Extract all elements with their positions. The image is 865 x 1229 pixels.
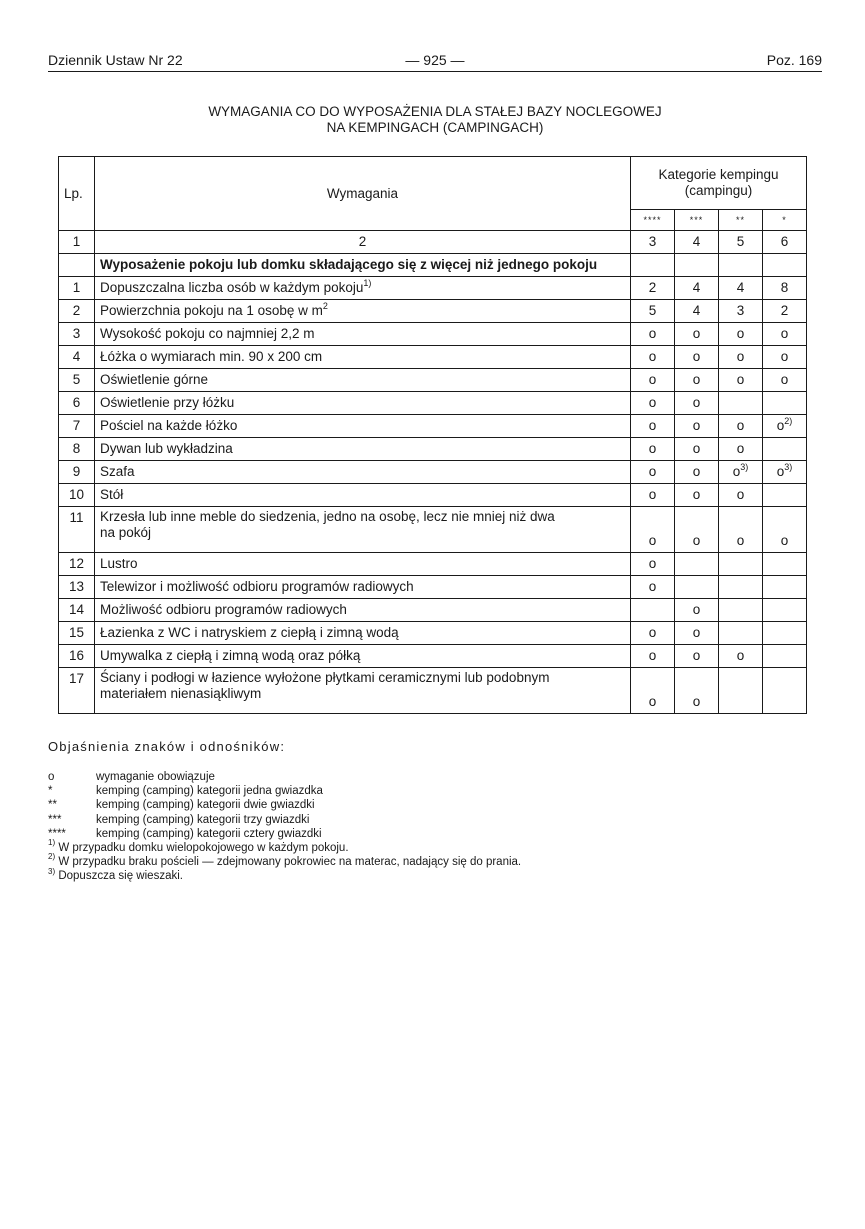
category-value: o xyxy=(736,418,745,433)
category-cell xyxy=(763,461,807,484)
category-value: o xyxy=(648,395,657,410)
category-value: 2 xyxy=(780,303,789,318)
table-row xyxy=(59,277,807,300)
row-requirement xyxy=(95,645,631,668)
footnote-mark: 1) xyxy=(363,277,372,288)
requirement-line-1: Ściany i podłogi w łazience wyłożone płytkami ceramicznymi lub podobnym xyxy=(100,670,550,685)
table-row xyxy=(59,599,807,622)
category-cell xyxy=(631,576,675,599)
category-value: o xyxy=(648,372,657,387)
legend-item xyxy=(48,798,521,812)
table-row xyxy=(59,346,807,369)
category-value: o xyxy=(736,648,745,663)
table-row xyxy=(59,300,807,323)
category-value: o xyxy=(780,349,789,364)
category-cell xyxy=(719,576,763,599)
category-cell xyxy=(675,553,719,576)
requirement-text: Pościel na każde łóżko xyxy=(100,418,238,433)
category-value: o xyxy=(692,533,701,548)
category-cell xyxy=(675,415,719,438)
category-cell xyxy=(763,369,807,392)
section-row xyxy=(59,254,807,277)
legend-text: kemping (camping) kategorii dwie gwiazdki xyxy=(96,799,315,812)
footnote-mark: 3) xyxy=(740,461,749,472)
legend-symbol: * xyxy=(48,785,53,798)
stars-3: *** xyxy=(675,210,719,231)
category-cell xyxy=(631,484,675,507)
row-requirement xyxy=(95,323,631,346)
col-number: 2 xyxy=(95,231,631,254)
category-cell xyxy=(719,599,763,622)
row-lp: 14 xyxy=(59,599,95,622)
table-row xyxy=(59,622,807,645)
category-cell xyxy=(631,553,675,576)
category-value: 4 xyxy=(692,280,701,295)
row-lp: 16 xyxy=(59,645,95,668)
footnote-item xyxy=(48,852,522,869)
row-lp: 3 xyxy=(59,323,95,346)
legend-notes xyxy=(48,770,521,884)
col-number: 1 xyxy=(59,231,95,254)
requirement-text: Umywalka z ciepłą i zimną wodą oraz półką xyxy=(100,648,361,663)
category-cell xyxy=(763,553,807,576)
category-cell xyxy=(675,277,719,300)
category-cell xyxy=(631,461,675,484)
footnote-mark: 2 xyxy=(322,300,328,311)
category-cell xyxy=(631,369,675,392)
requirement-text: Dywan lub wykładzina xyxy=(100,441,233,456)
category-cell xyxy=(631,277,675,300)
title-line-2: NA KEMPINGACH (CAMPINGACH) xyxy=(326,120,544,135)
category-cell xyxy=(763,323,807,346)
footnote-mark: 1) xyxy=(48,838,56,848)
category-cell xyxy=(719,484,763,507)
row-requirement xyxy=(95,599,631,622)
category-cell xyxy=(763,392,807,415)
row-requirement xyxy=(95,668,631,714)
category-value: o xyxy=(692,648,701,663)
footnote-text: W przypadku domku wielopokojowego w każdym pokoju. xyxy=(58,842,349,855)
row-requirement xyxy=(95,369,631,392)
header-row xyxy=(59,157,807,210)
row-requirement xyxy=(95,300,631,323)
footnote-mark: 3) xyxy=(784,461,793,472)
row-requirement xyxy=(95,392,631,415)
legend-symbol: o xyxy=(48,771,55,783)
table-row xyxy=(59,392,807,415)
category-value: o xyxy=(648,464,657,479)
legend-symbol: **** xyxy=(48,827,66,840)
section-cell-empty xyxy=(719,254,763,277)
requirement-text: Łazienka z WC i natryskiem z ciepłą i zimną wodą xyxy=(100,625,399,640)
category-value: o xyxy=(692,395,701,410)
category-value: 2 xyxy=(648,280,657,295)
col-number: 5 xyxy=(719,231,763,254)
category-cell xyxy=(719,323,763,346)
category-cell xyxy=(631,438,675,461)
requirement-line-2: materiałem nienasiąkliwym xyxy=(100,686,262,701)
row-lp: 9 xyxy=(59,461,95,484)
requirement-text: Łóżka o wymiarach min. 90 x 200 cm xyxy=(100,349,323,364)
title-line-1: WYMAGANIA CO DO WYPOSAŻENIA DLA STAŁEJ BAZY NOCLEGOWEJ xyxy=(208,104,662,119)
category-value: o xyxy=(648,648,657,663)
category-value: o xyxy=(648,418,657,433)
row-lp: 12 xyxy=(59,553,95,576)
row-lp: 15 xyxy=(59,622,95,645)
category-value: o xyxy=(648,556,657,571)
category-cell xyxy=(763,645,807,668)
header-requirements: Wymagania xyxy=(95,157,631,231)
category-value: o xyxy=(732,464,741,479)
category-cell xyxy=(631,622,675,645)
table-row xyxy=(59,576,807,599)
header-categories-line-2: (campingu) xyxy=(684,183,753,198)
category-cell xyxy=(631,346,675,369)
footnote-mark: 2) xyxy=(48,852,56,862)
stars-2: ** xyxy=(719,210,763,231)
category-value: o xyxy=(692,372,701,387)
col-number: 6 xyxy=(763,231,807,254)
legend-item xyxy=(48,770,521,784)
requirement-text: Stół xyxy=(100,487,124,502)
col-number: 4 xyxy=(675,231,719,254)
category-cell xyxy=(675,576,719,599)
category-cell xyxy=(763,300,807,323)
category-cell xyxy=(631,645,675,668)
table-row xyxy=(59,323,807,346)
category-cell xyxy=(675,668,719,714)
category-cell xyxy=(719,277,763,300)
requirement-text: Lustro xyxy=(100,556,138,571)
row-lp: 8 xyxy=(59,438,95,461)
table-row xyxy=(59,484,807,507)
category-value: o xyxy=(736,349,745,364)
category-value: o xyxy=(780,372,789,387)
category-value: 4 xyxy=(736,280,745,295)
row-lp: 13 xyxy=(59,576,95,599)
table-row xyxy=(59,668,807,714)
row-requirement xyxy=(95,461,631,484)
table-row xyxy=(59,461,807,484)
category-value: o xyxy=(692,625,701,640)
stars-4: **** xyxy=(631,210,675,231)
category-value: o xyxy=(736,372,745,387)
category-cell xyxy=(763,668,807,714)
legend-text: kemping (camping) kategorii trzy gwiazdki xyxy=(96,813,310,826)
category-value: o xyxy=(736,487,745,502)
category-value: o xyxy=(648,349,657,364)
section-cell-empty xyxy=(675,254,719,277)
category-cell xyxy=(719,369,763,392)
category-cell xyxy=(763,277,807,300)
journal-name: Dziennik Ustaw Nr 22 xyxy=(48,52,183,68)
legend-text: kemping (camping) kategorii cztery gwiazdki xyxy=(96,827,322,840)
category-cell xyxy=(719,553,763,576)
table-row xyxy=(59,553,807,576)
category-cell xyxy=(763,576,807,599)
header-categories-line-1: Kategorie kempingu xyxy=(658,167,779,182)
requirement-text: Powierzchnia pokoju na 1 osobę w m xyxy=(100,303,323,318)
category-value: o xyxy=(648,625,657,640)
category-cell xyxy=(675,392,719,415)
category-cell xyxy=(675,323,719,346)
row-lp: 5 xyxy=(59,369,95,392)
category-cell xyxy=(719,668,763,714)
legend-text: kemping (camping) kategorii jedna gwiazdka xyxy=(96,785,323,798)
category-cell xyxy=(719,622,763,645)
row-requirement xyxy=(95,622,631,645)
category-value: o xyxy=(736,441,745,456)
row-requirement xyxy=(95,415,631,438)
row-lp: 2 xyxy=(59,300,95,323)
row-lp: 7 xyxy=(59,415,95,438)
category-value: o xyxy=(692,602,701,617)
document-title xyxy=(48,104,822,136)
column-number-row xyxy=(59,231,807,254)
requirements-table xyxy=(58,156,807,714)
requirement-text: Oświetlenie górne xyxy=(100,372,209,387)
row-requirement xyxy=(95,507,631,553)
legend-title: Objaśnienia znaków i odnośników: xyxy=(48,739,286,754)
requirement-line-1: Krzesła lub inne meble do siedzenia, jedno na osobę, lecz nie mniej niż dwa xyxy=(100,509,555,524)
table-row xyxy=(59,369,807,392)
row-requirement xyxy=(95,277,631,300)
category-cell xyxy=(763,507,807,553)
legend-text: wymaganie obowiązuje xyxy=(96,771,215,783)
footnote-item xyxy=(48,838,521,855)
category-cell xyxy=(719,461,763,484)
category-cell xyxy=(763,346,807,369)
section-lp-empty xyxy=(59,254,95,277)
category-value: 5 xyxy=(648,303,657,318)
category-cell xyxy=(675,507,719,553)
category-value: o xyxy=(648,579,657,594)
table-row xyxy=(59,645,807,668)
category-value: o xyxy=(780,533,789,548)
category-cell xyxy=(763,438,807,461)
category-cell xyxy=(719,415,763,438)
legend-symbol: *** xyxy=(48,813,62,826)
header-lp: Lp. xyxy=(59,157,95,231)
category-value: o xyxy=(648,441,657,456)
row-requirement xyxy=(95,576,631,599)
category-cell xyxy=(675,300,719,323)
category-cell xyxy=(763,415,807,438)
page-number: — 925 — xyxy=(405,52,465,68)
category-value: o xyxy=(692,326,701,341)
category-value: o xyxy=(692,487,701,502)
section-cell-empty xyxy=(631,254,675,277)
row-requirement xyxy=(95,346,631,369)
page-header xyxy=(48,52,822,72)
category-value: o xyxy=(692,418,701,433)
row-requirement xyxy=(95,438,631,461)
category-value: o xyxy=(736,533,745,548)
category-value: o xyxy=(648,533,657,548)
legend-item xyxy=(48,784,521,798)
section-cell-empty xyxy=(763,254,807,277)
header-rule xyxy=(48,71,822,72)
legend-item xyxy=(48,827,521,841)
footnote-text: W przypadku braku pościeli — zdejmowany pokrowiec na materac, nadający się do prania. xyxy=(58,856,522,869)
section-title: Wyposażenie pokoju lub domku składającego się z więcej niż jednego pokoju xyxy=(95,254,631,277)
footnote-item xyxy=(48,866,521,883)
category-cell xyxy=(675,438,719,461)
category-value: 3 xyxy=(736,303,745,318)
category-cell xyxy=(719,346,763,369)
category-cell xyxy=(675,622,719,645)
footnote-text: Dopuszcza się wieszaki. xyxy=(58,870,183,883)
legend-item xyxy=(48,813,521,827)
requirement-text: Wysokość pokoju co najmniej 2,2 m xyxy=(100,326,315,341)
row-lp: 10 xyxy=(59,484,95,507)
table-row xyxy=(59,415,807,438)
category-cell xyxy=(631,300,675,323)
category-cell xyxy=(675,599,719,622)
legend-symbol: ** xyxy=(48,799,57,812)
footnote-mark: 3) xyxy=(48,866,56,876)
category-value: o xyxy=(648,326,657,341)
category-cell xyxy=(675,369,719,392)
category-cell xyxy=(675,645,719,668)
category-cell xyxy=(763,484,807,507)
category-cell xyxy=(631,507,675,553)
category-value: 8 xyxy=(780,280,789,295)
requirement-text: Dopuszczalna liczba osób w każdym pokoju xyxy=(100,280,364,295)
category-value: o xyxy=(776,464,785,479)
category-cell xyxy=(719,392,763,415)
col-number: 3 xyxy=(631,231,675,254)
category-cell xyxy=(719,645,763,668)
row-requirement xyxy=(95,484,631,507)
category-value: o xyxy=(780,326,789,341)
category-cell xyxy=(631,599,675,622)
requirement-text: Szafa xyxy=(100,464,135,479)
requirement-text: Możliwość odbioru programów radiowych xyxy=(100,602,347,617)
category-value: o xyxy=(692,464,701,479)
category-cell xyxy=(763,622,807,645)
category-value: 4 xyxy=(692,303,701,318)
row-lp: 4 xyxy=(59,346,95,369)
category-cell xyxy=(675,346,719,369)
category-cell xyxy=(631,323,675,346)
category-cell xyxy=(675,461,719,484)
category-cell xyxy=(631,415,675,438)
footnote-mark: 2) xyxy=(784,415,793,426)
category-cell xyxy=(763,599,807,622)
requirement-text: Oświetlenie przy łóżku xyxy=(100,395,235,410)
category-cell xyxy=(719,507,763,553)
category-value: o xyxy=(776,418,785,433)
category-value: o xyxy=(692,441,701,456)
category-value: o xyxy=(736,326,745,341)
category-cell xyxy=(631,668,675,714)
row-lp: 1 xyxy=(59,277,95,300)
row-lp: 6 xyxy=(59,392,95,415)
stars-1: * xyxy=(763,210,807,231)
row-lp: 17 xyxy=(59,668,95,714)
table-row xyxy=(59,438,807,461)
table-row xyxy=(59,507,807,553)
category-cell xyxy=(719,300,763,323)
row-lp: 11 xyxy=(59,507,95,553)
row-requirement xyxy=(95,553,631,576)
requirement-line-2: na pokój xyxy=(100,525,152,540)
category-cell xyxy=(719,438,763,461)
category-value: o xyxy=(648,487,657,502)
header-categories xyxy=(631,157,807,210)
category-value: o xyxy=(692,349,701,364)
category-value: o xyxy=(648,694,657,709)
category-cell xyxy=(631,392,675,415)
category-value: o xyxy=(692,694,701,709)
position-ref: Poz. 169 xyxy=(766,52,822,68)
category-cell xyxy=(675,484,719,507)
requirement-text: Telewizor i możliwość odbioru programów radiowych xyxy=(100,579,414,594)
